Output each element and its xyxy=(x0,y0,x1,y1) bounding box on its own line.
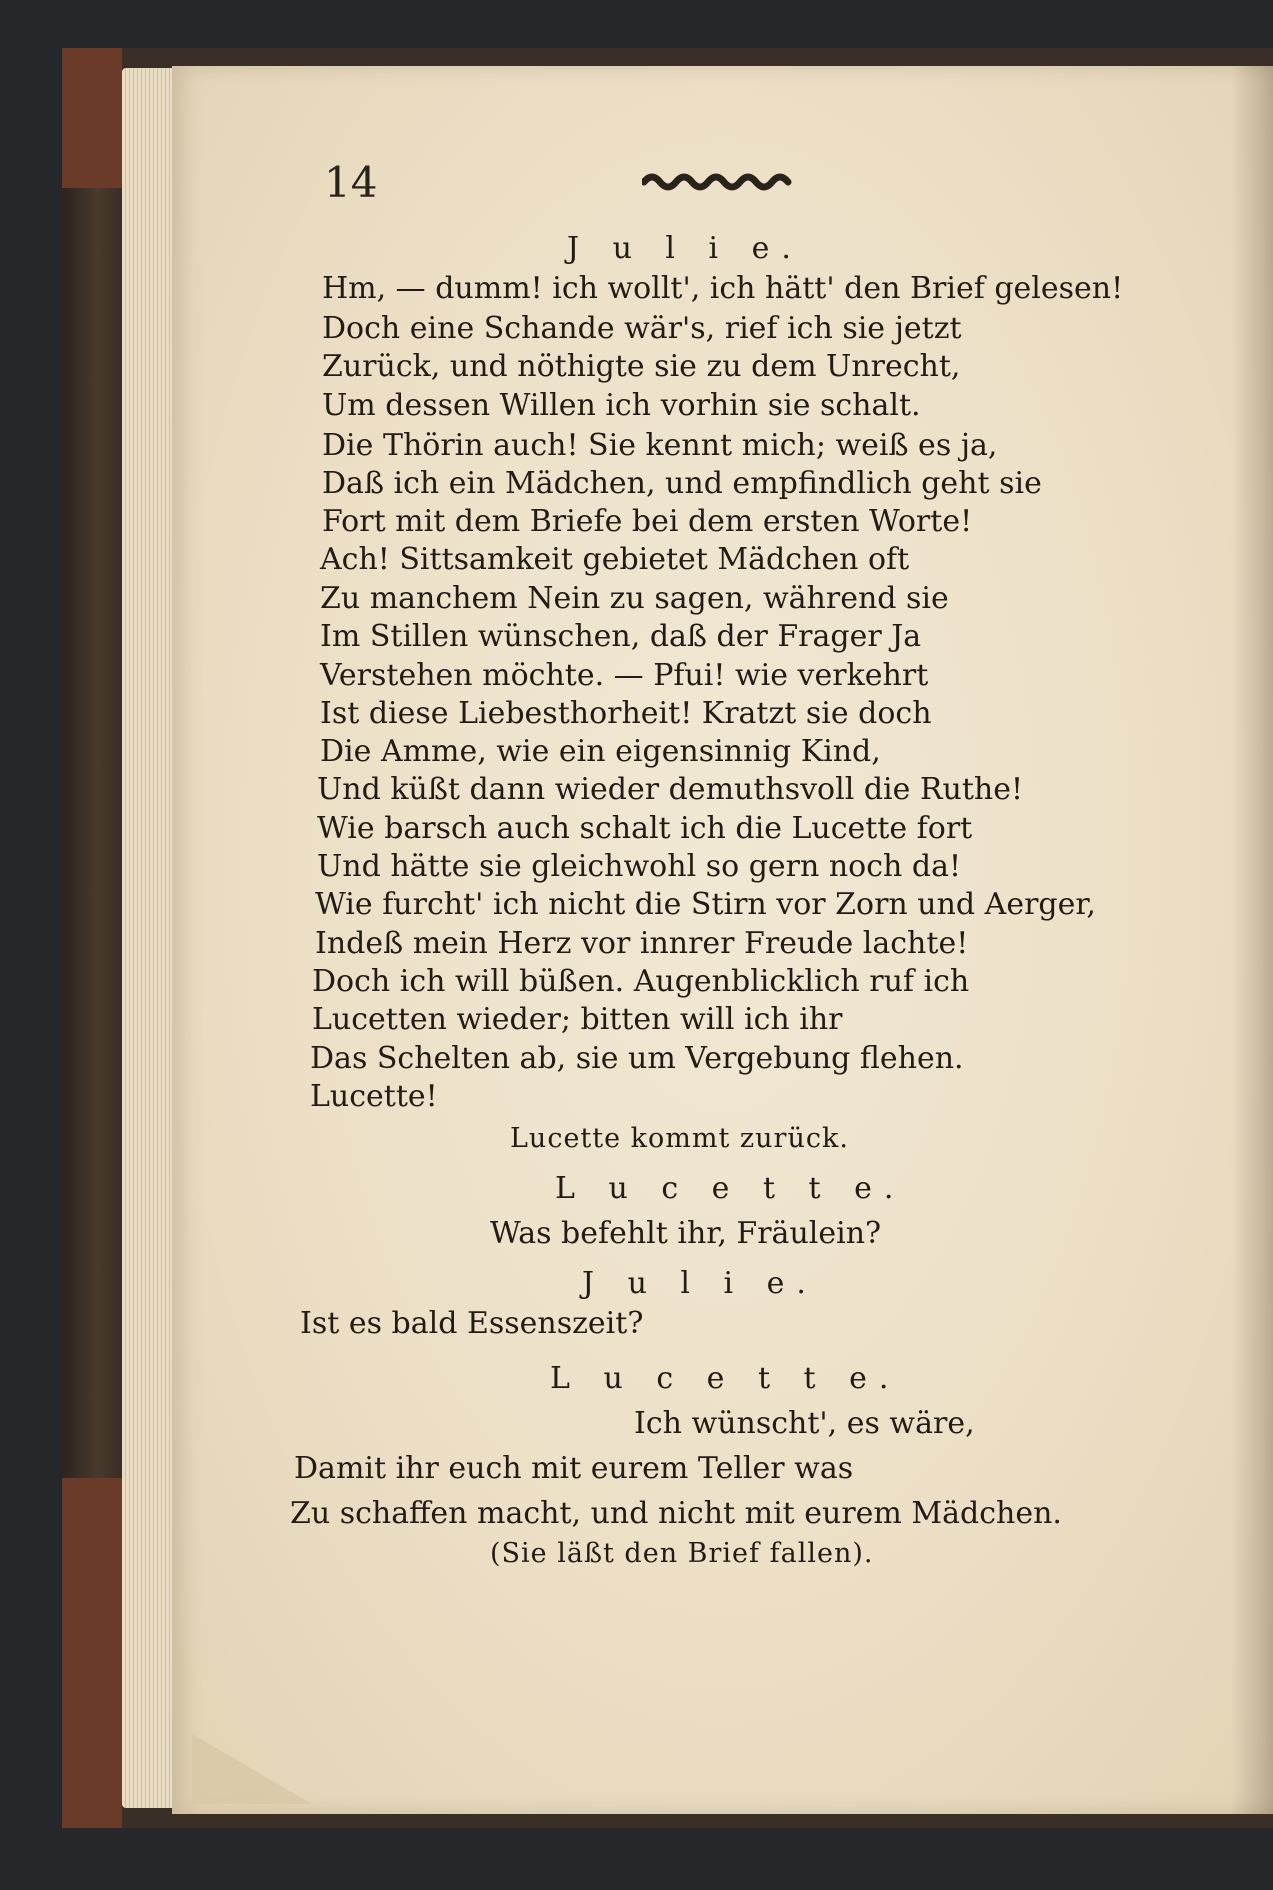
verse-line: Die Thörin auch! Sie kennt mich; weiß es ja, xyxy=(322,428,998,463)
verse-line: Das Schelten ab, sie um Vergebung flehen. xyxy=(310,1041,964,1076)
leather-corner-bottom xyxy=(62,1478,122,1828)
verse-line: Doch ich will büßen. Augenblicklich ruf ich xyxy=(312,964,970,999)
verse-line: Doch eine Schande wär's, rief ich sie jetzt xyxy=(322,311,962,346)
speaker-name: J u l i e. xyxy=(582,1266,818,1301)
verse-line: Lucette! xyxy=(310,1079,438,1114)
book xyxy=(62,48,1273,1828)
leather-corner-top xyxy=(62,48,122,188)
speaker-name: L u c e t t e. xyxy=(550,1361,901,1396)
page-text xyxy=(172,66,1273,1814)
book-page xyxy=(172,66,1273,1814)
verse-line: Indeß mein Herz vor innrer Freude lachte! xyxy=(315,926,969,961)
verse-line: Hm, — dumm! ich wollt', ich hätt' den Brief gelesen! xyxy=(322,271,1124,306)
stage-direction: (Sie läßt den Brief fallen). xyxy=(490,1538,874,1569)
verse-line: Was befehlt ihr, Fräulein? xyxy=(490,1216,882,1251)
page-number: 14 xyxy=(324,158,378,207)
verse-line: Wie furcht' ich nicht die Stirn vor Zorn und Aerger, xyxy=(315,887,1096,922)
verse-line: Zu schaffen macht, und nicht mit eurem Mädchen. xyxy=(290,1496,1062,1531)
verse-line: Und küßt dann wieder demuthsvoll die Ruthe! xyxy=(317,772,1024,807)
verse-line: Die Amme, wie ein eigensinnig Kind, xyxy=(320,734,881,769)
verse-line: Zurück, und nöthigte sie zu dem Unrecht, xyxy=(322,349,961,384)
verse-line: Lucetten wieder; bitten will ich ihr xyxy=(312,1002,843,1037)
verse-line: Ach! Sittsamkeit gebietet Mädchen oft xyxy=(320,542,910,577)
verse-line: Fort mit dem Briefe bei dem ersten Worte! xyxy=(322,504,973,539)
verse-line: Verstehen möchte. — Pfui! wie verkehrt xyxy=(320,658,929,693)
verse-line: Zu manchem Nein zu sagen, während sie xyxy=(320,581,949,616)
speaker-name: J u l i e. xyxy=(567,231,803,266)
verse-line: Daß ich ein Mädchen, und empfindlich geht sie xyxy=(322,466,1042,501)
verse-line: Ich wünscht', es wäre, xyxy=(634,1406,975,1441)
verse-line: Ist es bald Essenszeit? xyxy=(300,1306,644,1341)
verse-line: Damit ihr euch mit eurem Teller was xyxy=(294,1451,854,1486)
verse-line: Ist diese Liebesthorheit! Kratzt sie doch xyxy=(320,696,932,731)
stage-direction: Lucette kommt zurück. xyxy=(510,1123,849,1154)
verse-line: Im Stillen wünschen, daß der Frager Ja xyxy=(320,619,922,654)
speaker-name: L u c e t t e. xyxy=(555,1171,906,1206)
verse-line: Um dessen Willen ich vorhin sie schalt. xyxy=(322,388,921,423)
verse-line: Wie barsch auch schalt ich die Lucette fort xyxy=(317,811,973,846)
verse-line: Und hätte sie gleichwohl so gern noch da! xyxy=(317,849,962,884)
